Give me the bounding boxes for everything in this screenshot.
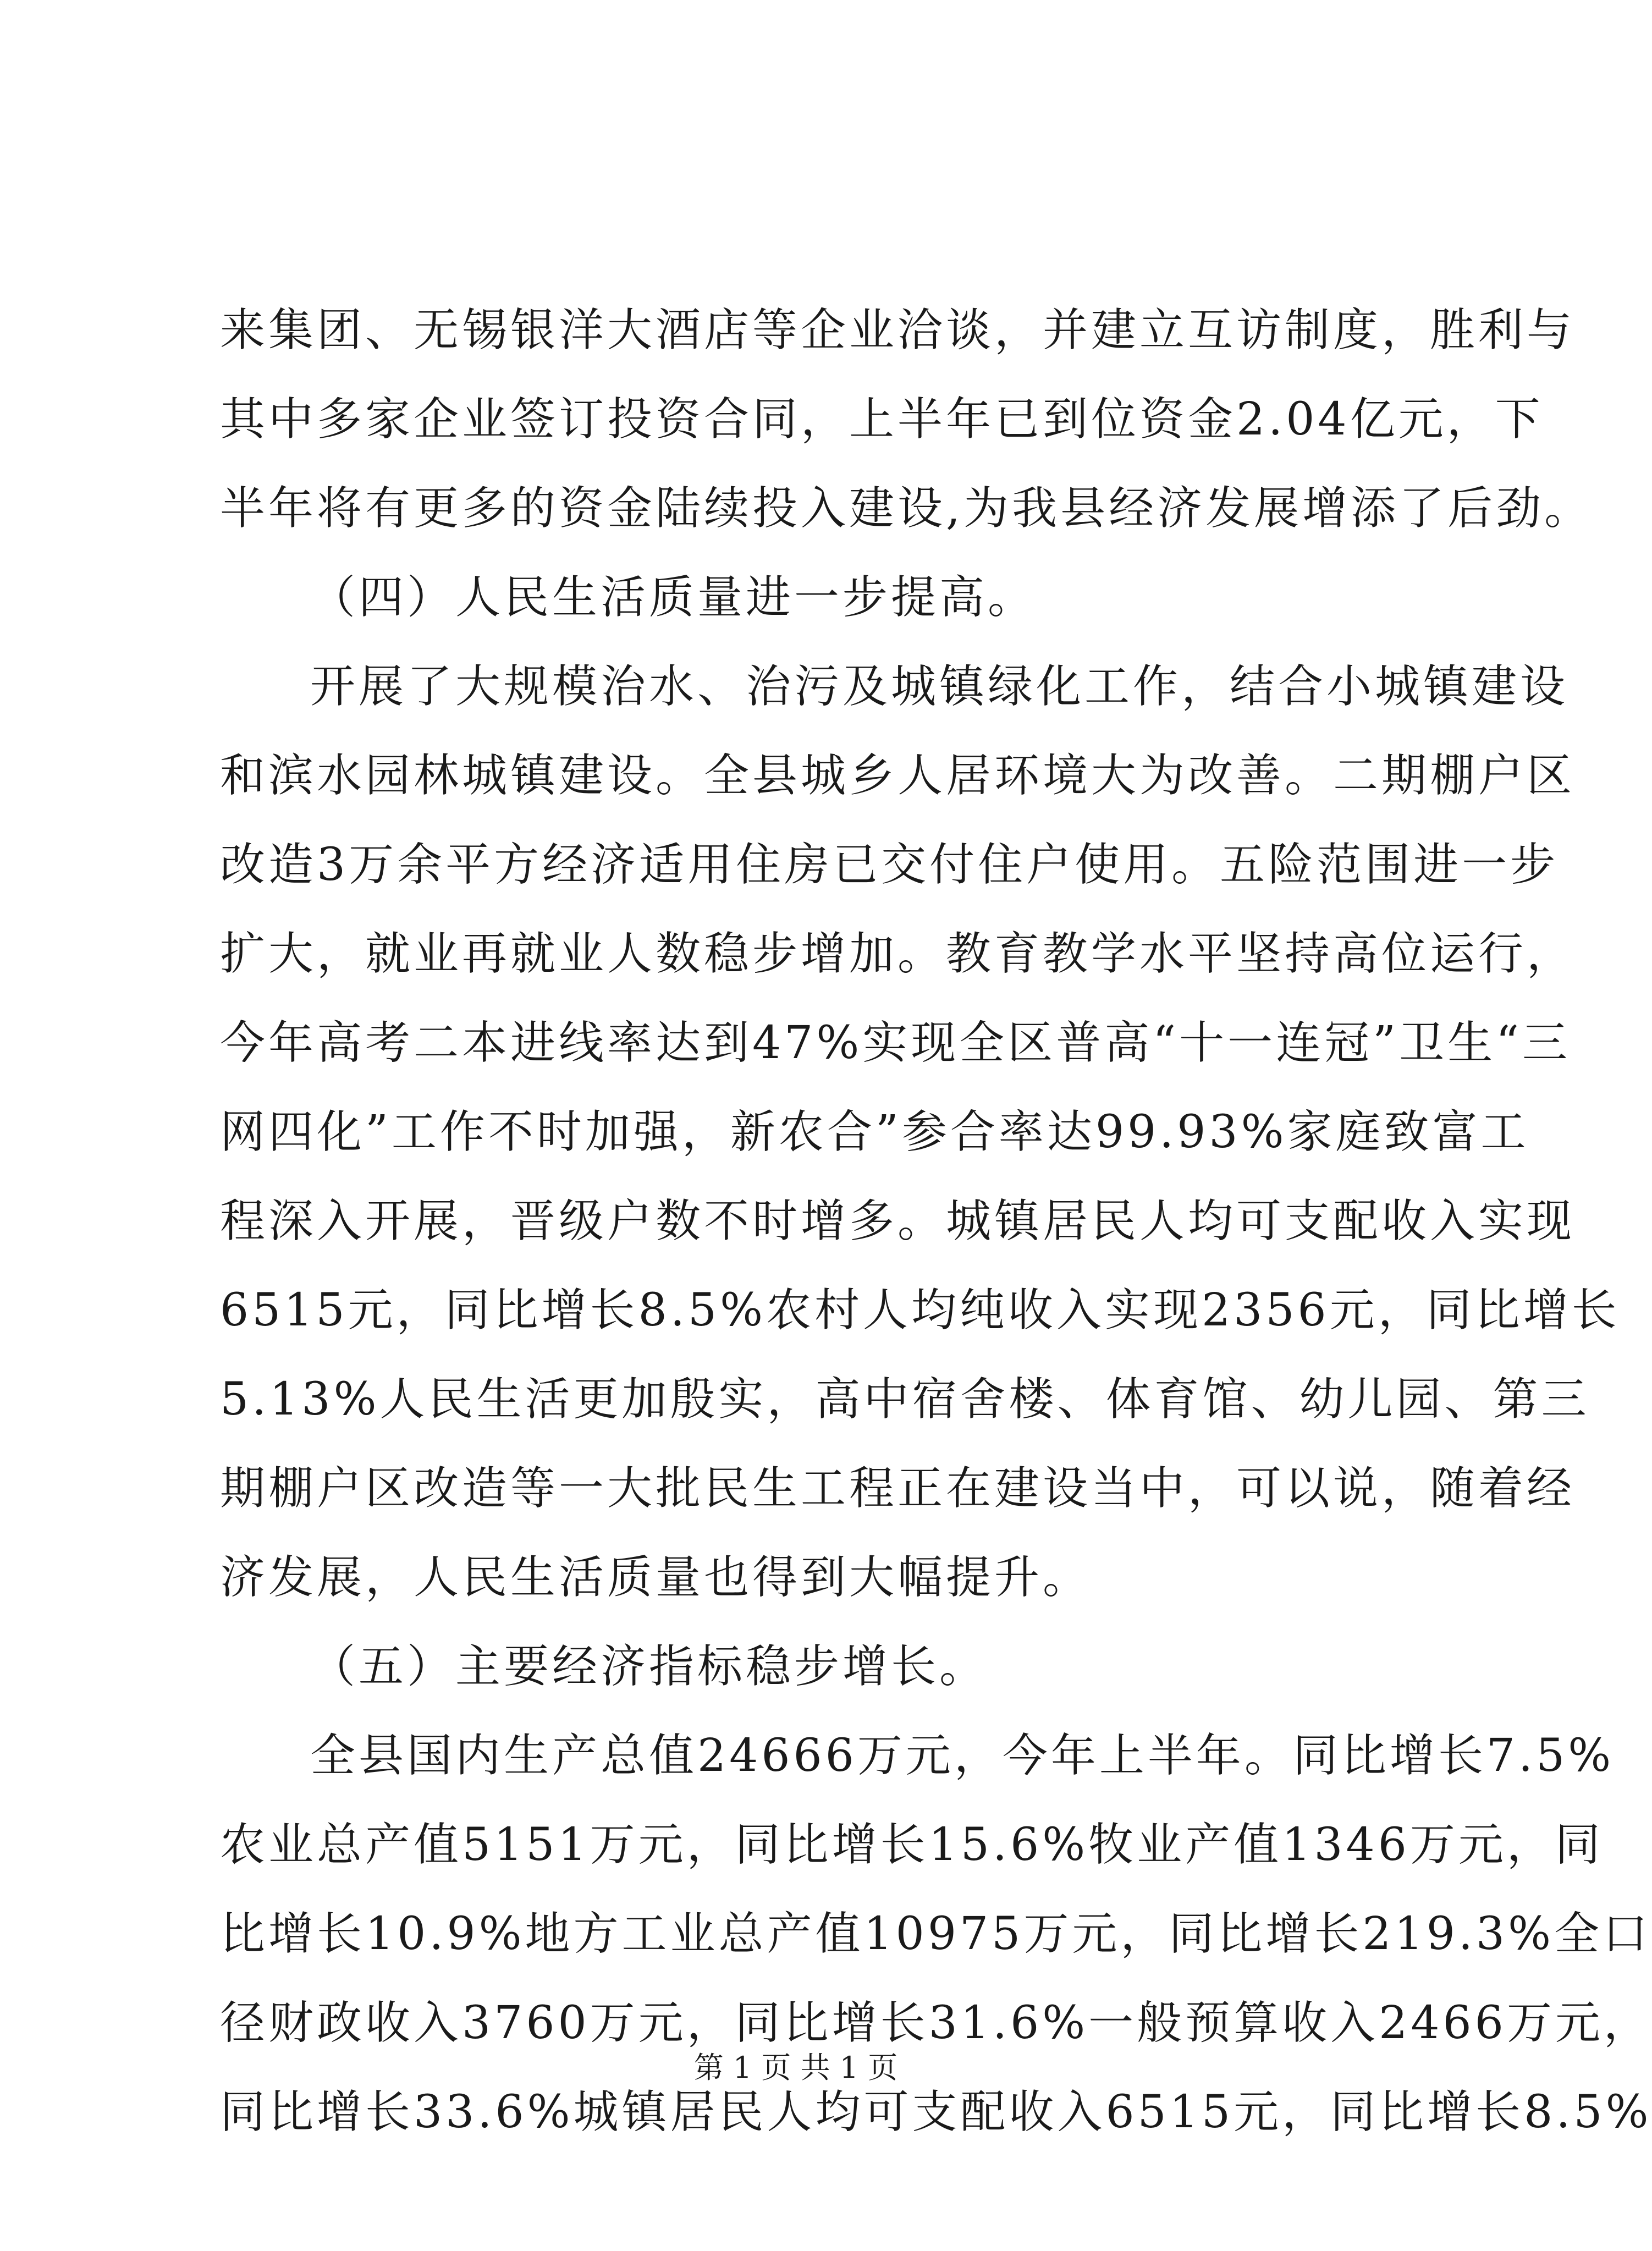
paragraph-first-line: 全县国内生产总值24666万元，今年上半年。同比增长7.5% — [310, 1730, 1615, 1782]
section-heading: （四）人民生活质量进一步提高。 — [310, 571, 1037, 624]
text-line: 扩大，就业再就业人数稳步增加。教育教学水平坚持高位运行， — [220, 928, 1576, 980]
text-line: 6515元，同比增长8.5%农村人均纯收入实现2356元，同比增长 — [220, 1284, 1620, 1336]
text-line: 今年高考二本进线率达到47%实现全区普高“十一连冠”卫生“三 — [220, 1017, 1571, 1069]
document-body — [220, 286, 1652, 2157]
text-line: 程深入开展，晋级户数不时增多。城镇居民人均可支配收入实现 — [220, 1195, 1576, 1247]
text-line: 和滨水园林城镇建设。全县城乡人居环境大为改善。二期棚户区 — [220, 750, 1576, 802]
text-line: 期棚户区改造等一大批民生工程正在建设当中，可以说，随着经 — [220, 1462, 1576, 1515]
text-line: 比增长10.9%地方工业总产值10975万元，同比增长219.3%全口 — [220, 1908, 1651, 1960]
text-line: 5.13%人民生活更加殷实，高中宿舍楼、体育馆、幼儿园、第三 — [220, 1373, 1590, 1426]
paragraph-first-line: 开展了大规模治水、治污及城镇绿化工作，结合小城镇建设 — [310, 661, 1569, 713]
text-line: 半年将有更多的资金陆续投入建设,为我县经济发展增添了后劲。 — [220, 482, 1593, 535]
text-line: 其中多家企业签订投资合同，上半年已到位资金2.04亿元，下 — [220, 393, 1544, 445]
text-line: 同比增长33.6%城镇居民人均可支配收入6515元，同比增长8.5% — [220, 2086, 1652, 2138]
section-heading: （五）主要经济指标稳步增长。 — [310, 1641, 988, 1693]
text-line: 农业总产值5151万元，同比增长15.6%牧业产值1346万元，同 — [220, 1819, 1604, 1871]
text-line: 改造3万余平方经济适用住房已交付住户使用。五险范围进一步 — [220, 839, 1559, 891]
text-line: 来集团、无锡银洋大酒店等企业洽谈，并建立互访制度，胜利与 — [220, 304, 1576, 356]
text-line: 网四化”工作不时加强，新农合”参合率达99.93%家庭致富工 — [220, 1106, 1529, 1158]
text-line: 济发展，人民生活质量也得到大幅提升。 — [220, 1551, 1092, 1604]
page-number-footer: 第 1 页 共 1 页 — [693, 2050, 898, 2085]
text-line: 径财政收入3760万元，同比增长31.6%一般预算收入2466万元， — [220, 1997, 1652, 2049]
